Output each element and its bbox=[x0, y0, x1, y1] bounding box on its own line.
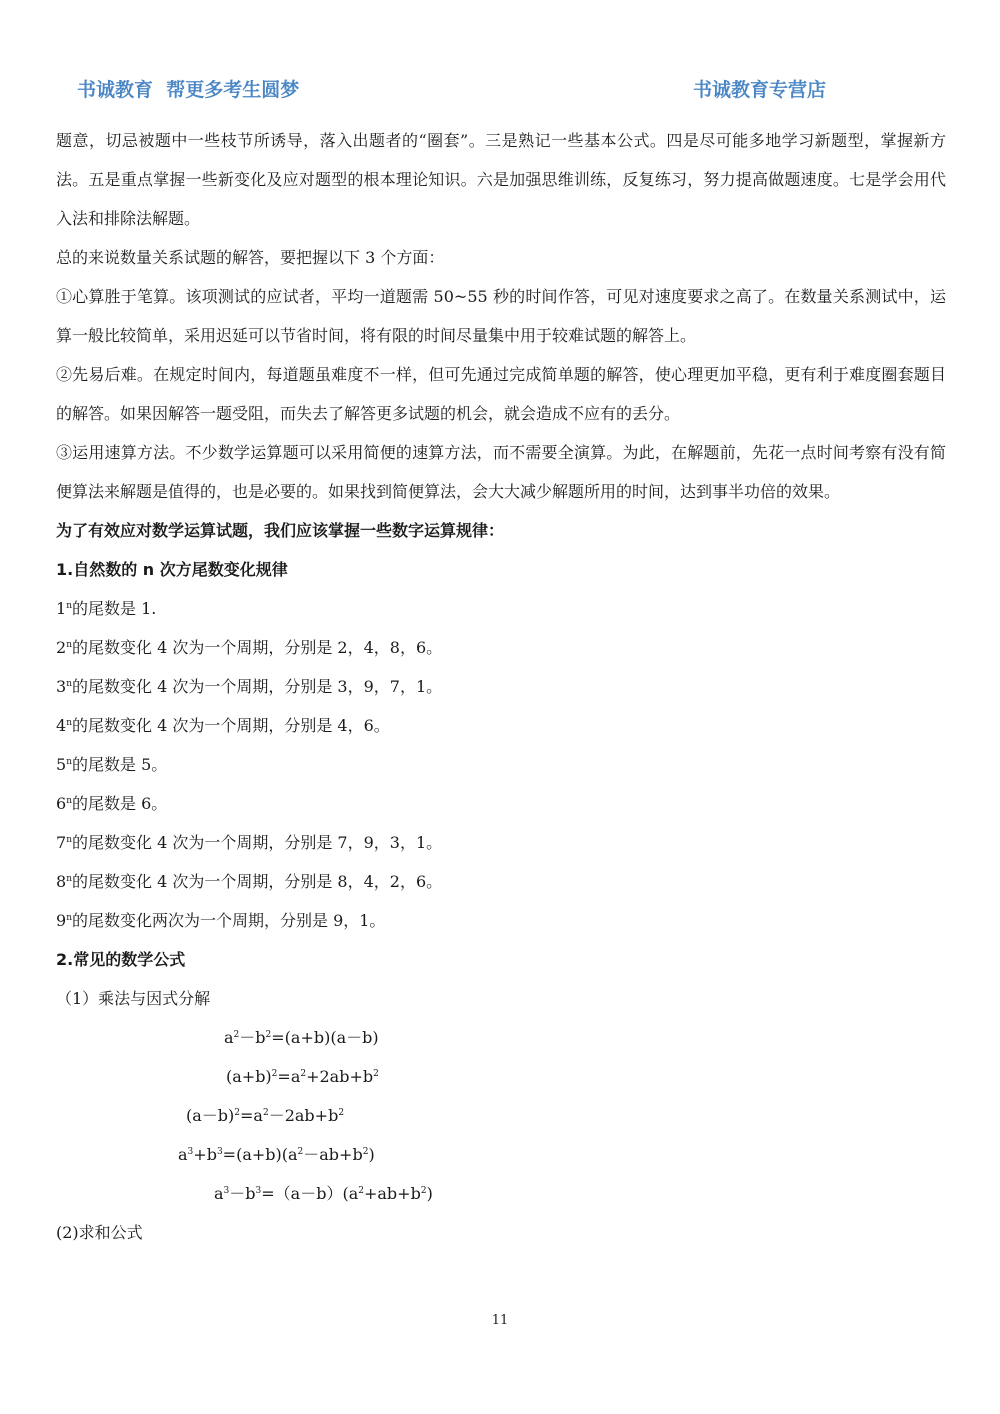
formula-2: $(a+b)^2=a^2+2ab+b^2$ bbox=[226, 1067, 379, 1086]
formula-4: $a^3+b^3=(a+b)(a^2-ab+b^2)$ bbox=[178, 1145, 375, 1164]
rule-exponent: n bbox=[66, 757, 72, 767]
rule-base: 8 bbox=[56, 872, 67, 891]
rule-text: 的尾数变化 4 次为一个周期，分别是 4，6。 bbox=[71, 716, 390, 735]
rule-base: 1 bbox=[56, 599, 67, 618]
rule-base: 3 bbox=[56, 677, 67, 696]
formula-5: $a^3-b^3=(a-b)(a^2+ab+b^2)$ bbox=[214, 1184, 433, 1203]
subsection-1-heading: （1）乘法与因式分解 bbox=[56, 989, 211, 1008]
rule-base: 4 bbox=[56, 716, 67, 735]
rule-exponent: n bbox=[66, 679, 72, 689]
rule-text: 的尾数变化 4 次为一个周期，分别是 8，4，2，6。 bbox=[71, 872, 443, 891]
section-1-heading: 1.自然数的 n 次方尾数变化规律 bbox=[56, 560, 288, 579]
tail-rule-1 bbox=[56, 589, 946, 628]
rule-text: 的尾数变化 4 次为一个周期，分别是 2，4，8，6。 bbox=[71, 638, 443, 657]
rule-text: 的尾数是 5。 bbox=[71, 755, 168, 774]
rule-exponent: n bbox=[66, 835, 72, 845]
formula-1: $a^2-b^2=(a+b)(a-b)$ bbox=[224, 1028, 379, 1047]
tail-rule-3 bbox=[56, 667, 946, 706]
rule-text: 的尾数变化 4 次为一个周期，分别是 7，9，3，1。 bbox=[71, 833, 443, 852]
page-number: 11 bbox=[491, 1313, 509, 1328]
rule-base: 7 bbox=[56, 833, 67, 852]
paragraph-5: ③运用速算方法。不少数学运算题可以采用简便的速算方法，而不需要全演算。为此，在解题前，先花一点时间考察有没有简便算法来解题是值得的，也是必要的。如果找到简便算法，会大大减少解题所用的时间，达到事半功倍的效果。 bbox=[56, 443, 946, 501]
paragraph-1: 题意，切忌被题中一些枝节所诱导，落入出题者的“圈套”。三是熟记一些基本公式。四是尽可能多地学习新题型，掌握新方法。五是重点掌握一些新变化及应对题型的根本理论知识。六是加强思维训练，反复练习，努力提高做题速度。七是学会用代入法和排除法解题。 bbox=[56, 131, 946, 228]
header-left-title: 书诚教育 帮更多考生圆梦 bbox=[77, 79, 300, 101]
tail-rule-7 bbox=[56, 823, 946, 862]
intro-heading: 为了有效应对数学运算试题，我们应该掌握一些数字运算规律： bbox=[56, 521, 505, 540]
rule-exponent: n bbox=[66, 640, 72, 650]
rule-exponent: n bbox=[66, 718, 72, 728]
rule-text: 的尾数变化两次为一个周期，分别是 9，1。 bbox=[71, 911, 386, 930]
tail-rule-2 bbox=[56, 628, 946, 667]
tail-rule-list bbox=[56, 589, 946, 940]
formula-3: $(a-b)^2=a^2-2ab+b^2$ bbox=[186, 1106, 345, 1125]
rule-text: 的尾数是 1. bbox=[71, 599, 157, 618]
rule-text: 的尾数变化 4 次为一个周期，分别是 3，9，7，1。 bbox=[71, 677, 443, 696]
tail-rule-6 bbox=[56, 784, 946, 823]
rule-base: 6 bbox=[56, 794, 67, 813]
rule-base: 9 bbox=[56, 911, 67, 930]
formula-list bbox=[56, 1018, 946, 1213]
tail-rule-9 bbox=[56, 901, 946, 940]
rule-exponent: n bbox=[66, 913, 72, 923]
rule-base: 2 bbox=[56, 638, 67, 657]
rule-exponent: n bbox=[66, 874, 72, 884]
rule-text: 的尾数是 6。 bbox=[71, 794, 168, 813]
tail-rule-4 bbox=[56, 706, 946, 745]
tail-rule-8 bbox=[56, 862, 946, 901]
rule-exponent: n bbox=[66, 796, 72, 806]
paragraph-3: ①心算胜于笔算。该项测试的应试者，平均一道题需 50~55 秒的时间作答，可见对速度要求之高了。在数量关系测试中，运算一般比较简单，采用迟延可以节省时间，将有限的时间尽量集中用于较难试题的解答上。 bbox=[56, 287, 946, 345]
page-content bbox=[56, 121, 946, 1252]
rule-base: 5 bbox=[56, 755, 67, 774]
header-right-title: 书诚教育专营店 bbox=[693, 79, 827, 101]
paragraph-2: 总的来说数量关系试题的解答，要把握以下 3 个方面： bbox=[56, 248, 445, 267]
rule-exponent: n bbox=[66, 601, 72, 611]
subsection-2-heading: (2)求和公式 bbox=[56, 1223, 143, 1242]
paragraph-4: ②先易后难。在规定时间内，每道题虽难度不一样，但可先通过完成简单题的解答，使心理更加平稳，更有利于难度圈套题目的解答。如果因解答一题受阻，而失去了解答更多试题的机会，就会造成不应有的丢分。 bbox=[56, 365, 946, 423]
section-2-heading: 2.常见的数学公式 bbox=[56, 950, 186, 969]
tail-rule-5 bbox=[56, 745, 946, 784]
